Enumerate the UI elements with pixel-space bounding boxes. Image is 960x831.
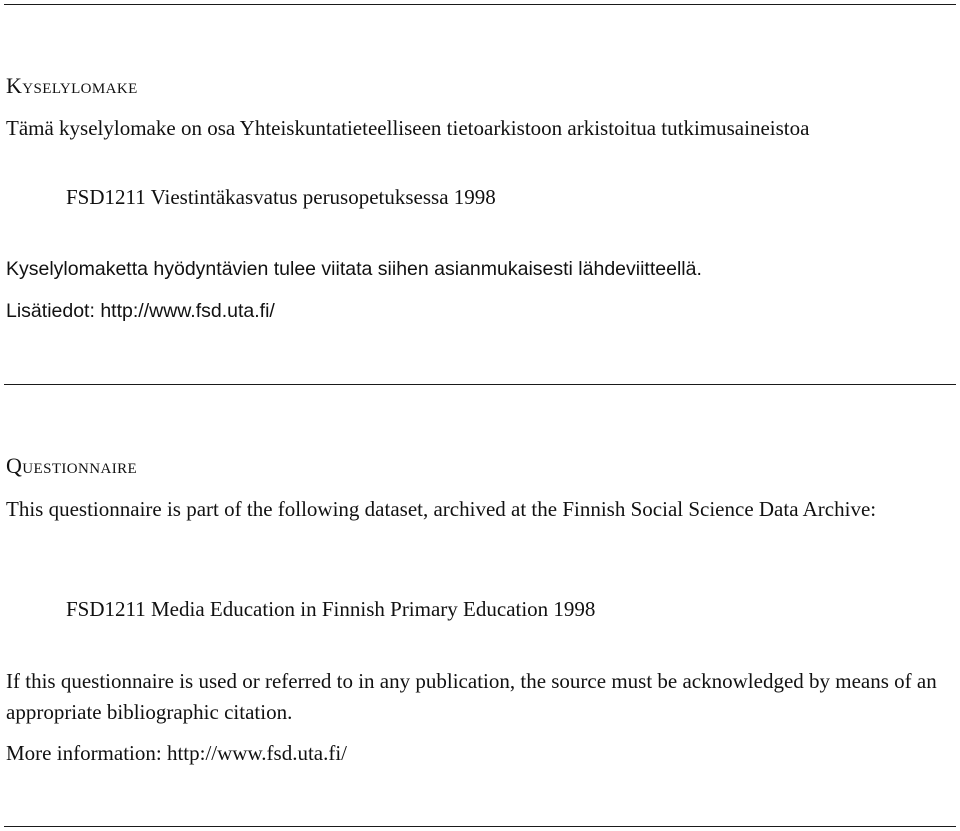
english-info-link[interactable]: http://www.fsd.uta.fi/ xyxy=(166,741,348,765)
english-citation-note: If this questionnaire is used or referred to in any publication, the source must be acknowledged by means of an appropriate bibliographic citation. xyxy=(6,669,937,724)
english-intro: This questionnaire is part of the following dataset, archived at the Finnish Social Science Data Archive: xyxy=(6,497,877,521)
bottom-divider xyxy=(4,826,956,827)
finnish-dataset-title: FSD1211 Viestintäkasvatus perusopetuksessa 1998 xyxy=(66,185,496,209)
english-more-info xyxy=(6,738,347,769)
finnish-more-info xyxy=(6,296,275,327)
english-dataset-title: FSD1211 Media Education in Finnish Primary Education 1998 xyxy=(66,597,596,621)
top-divider xyxy=(4,4,956,5)
finnish-info-label: Lisätiedot: xyxy=(6,300,95,322)
section-divider xyxy=(4,384,956,385)
english-heading: Questionnaire xyxy=(6,453,138,478)
finnish-heading: Kyselylomake xyxy=(6,73,138,98)
finnish-citation-note: Kyselylomaketta hyödyntävien tulee viitata siihen asianmukaisesti lähdeviitteellä. xyxy=(6,258,702,280)
finnish-intro: Tämä kyselylomake on osa Yhteiskuntatieteelliseen tietoarkistoon arkistoitua tutkimusaineistoa xyxy=(6,116,810,140)
finnish-info-link[interactable]: http://www.fsd.uta.fi/ xyxy=(100,300,275,322)
english-info-label: More information: xyxy=(6,741,162,765)
